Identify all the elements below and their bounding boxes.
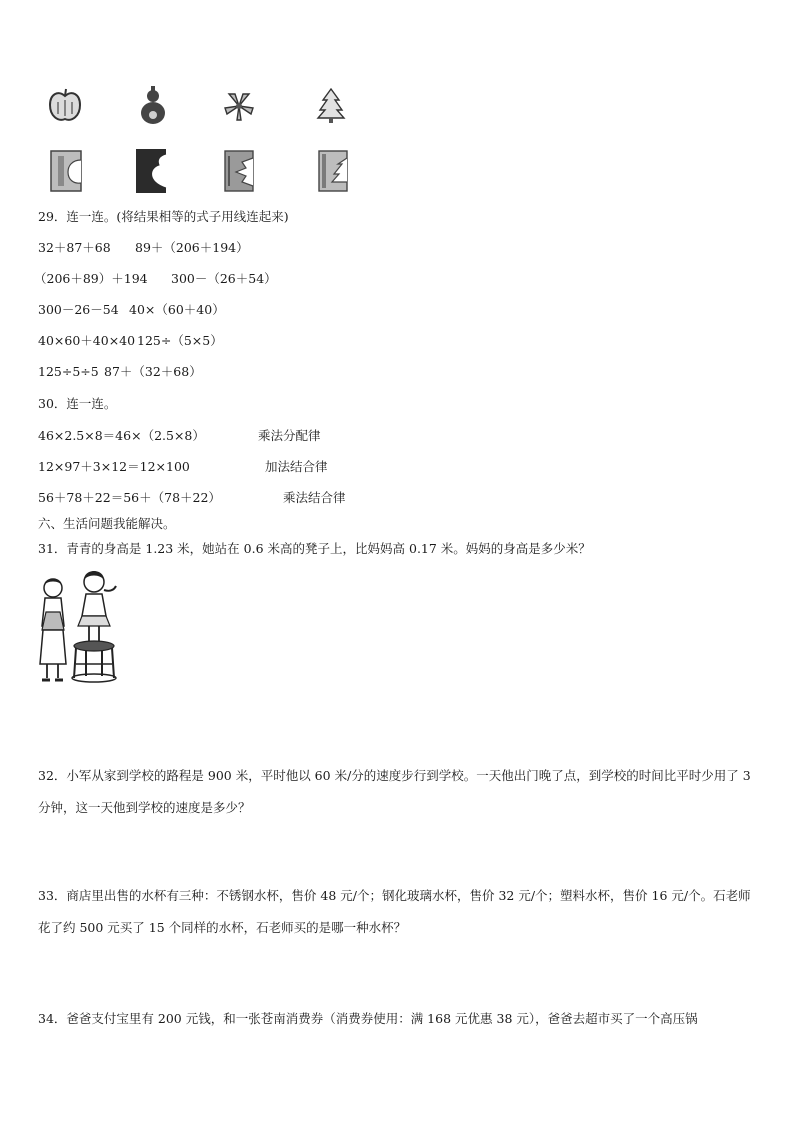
q30-row-1-left: 46×2.5×8＝46×（2.5×8） [38, 428, 205, 443]
q29-row-3-left: 300－26－54 [38, 302, 119, 317]
girl-on-stool-illustration [34, 568, 130, 686]
q29-row-5-right: 87＋（32＋68） [104, 364, 202, 379]
q29-row-2-left: （206＋89）＋194 [34, 271, 148, 286]
half-apple-shape-icon [50, 150, 82, 192]
tree-shape-icon [316, 88, 346, 124]
q29-row-4-left: 40×60＋40×40 [38, 333, 136, 348]
q29-row-4-right: 125÷（5×5） [137, 333, 223, 348]
q30-row-3-right: 乘法结合律 [283, 490, 346, 505]
half-flower-shape-icon [224, 150, 254, 192]
q30-row-2-left: 12×97＋3×12＝12×100 [38, 459, 190, 474]
q32-text: 32．小军从家到学校的路程是 900 米，平时他以 60 米/分的速度步行到学校。一天他出门晚了点，到学校的时间比平时少用了 3 分钟，这一天他到学校的速度是多少？ [38, 768, 751, 815]
q29-title: 29．连一连。(将结果相等的式子用线连起来) [38, 209, 289, 224]
q29-row-1-left: 32＋87＋68 [38, 240, 111, 255]
q29-row-5-left: 125÷5÷5 [38, 364, 99, 379]
q33-text: 33．商店里出售的水杯有三种：不锈钢水杯，售价 48 元/个；钢化玻璃水杯，售价 32 元/个；塑料水杯，售价 16 元/个。石老师花了约 500 元买了 15 个同样的水杯，石老师买的是哪一种水杯？ [38, 888, 751, 935]
q31-text: 31．青青的身高是 1.23 米，她站在 0.6 米高的凳子上，比妈妈高 0.17 米。妈妈的身高是多少米？ [38, 541, 591, 556]
q29-row-3-right: 40×（60＋40） [129, 302, 225, 317]
q30-row-2-right: 加法结合律 [265, 459, 328, 474]
q30-row-3-left: 56＋78＋22＝56＋（78＋22） [38, 490, 221, 505]
apple-shape-icon [48, 88, 82, 124]
q34-text: 34．爸爸支付宝里有 200 元钱，和一张苍南消费券（消费券使用：满 168 元优惠 38 元），爸爸去超市买了一个高压锅 [38, 1011, 698, 1026]
half-gourd-shape-icon [135, 148, 167, 194]
half-tree-shape-icon [318, 150, 348, 192]
q30-title: 30．连一连。 [38, 396, 117, 411]
gourd-shape-icon [138, 86, 168, 126]
q30-row-1-right: 乘法分配律 [258, 428, 321, 443]
section-6-title: 六、生活问题我能解决。 [38, 516, 176, 531]
flower-shape-icon [221, 90, 257, 122]
q29-row-2-right: 300－（26＋54） [171, 271, 277, 286]
q29-row-1-right: 89＋（206＋194） [135, 240, 249, 255]
